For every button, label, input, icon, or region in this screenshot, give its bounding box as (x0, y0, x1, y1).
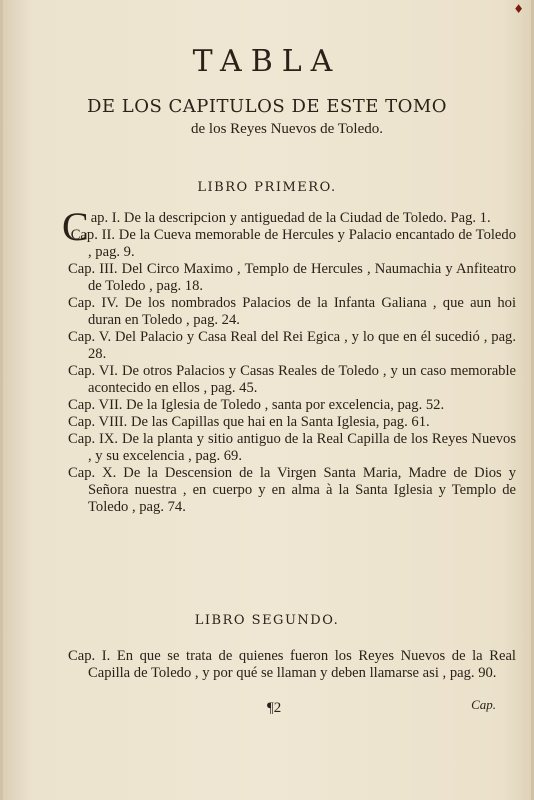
chapter-entry: Cap. VII. De la Iglesia de Toledo , santa por excelencia, pag. 52. (68, 397, 445, 413)
signature-mark: ¶2 (267, 700, 282, 716)
chapter-entry: Cap. III. Del Circo Maximo , Templo de Hercules , Naumachia y Anfiteatro de Toledo , pag. 18. (68, 261, 516, 294)
corner-ornament: ♦ (513, 2, 524, 16)
page-subtitle: DE LOS CAPITULOS DE ESTE TOMO (86, 96, 448, 117)
page-title: TABLA (192, 44, 342, 79)
chapter-entry: Cap. VIII. De las Capillas que hai en la Santa Iglesia, pag. 61. (68, 414, 430, 430)
chapter-entry: Cap. IX. De la planta y sitio antiguo de la Real Capilla de los Reyes Nuevos , y su excelencia , pag. 69. (68, 431, 516, 464)
catchword: Cap. (471, 697, 496, 712)
chapter-text: ap. I. De la descripcion y antiguedad de la Ciudad de Toledo. Pag. 1. (90, 210, 491, 226)
chapter-entry: Cap. X. De la Descension de la Virgen Santa Maria, Madre de Dios y Señora nuestra , en cuerpo y en alma à la Santa Iglesia y Templo de Toledo , pag. 74. (68, 465, 516, 515)
chapter-entry: Cap. II. De la Cueva memorable de Hercules y Palacio encantado de Toledo , pag. 9. (70, 227, 516, 260)
left-page-edge (0, 0, 3, 800)
book-one-chapter-list (62, 204, 516, 516)
chapter-entry: Cap. IV. De los nombrados Palacios de la Infanta Galiana , que aun hoi duran en Toledo , pag. 24. (68, 295, 516, 328)
drop-cap: C (62, 204, 89, 249)
chapter-entry: Cap. VI. De otros Palacios y Casas Reales de Toledo , y un caso memorable acontecido en ellos , pag. 45. (68, 363, 516, 396)
chapter-entry: Cap. I. En que se trata de quienes fueron los Reyes Nuevos de la Real Capilla de Toledo , y por qué se llaman y deben llamarse asi , pag. 90. (68, 648, 516, 681)
page-subtitle-secondary: de los Reyes Nuevos de Toledo. (191, 121, 383, 137)
chapter-entry: Cap. V. Del Palacio y Casa Real del Rei Egica , y lo que en él sucedió , pag. 28. (68, 329, 516, 362)
book-two-chapter-list (68, 648, 516, 682)
book-two-heading: LIBRO SEGUNDO. (194, 613, 340, 628)
book-one-heading: LIBRO PRIMERO. (197, 180, 337, 195)
